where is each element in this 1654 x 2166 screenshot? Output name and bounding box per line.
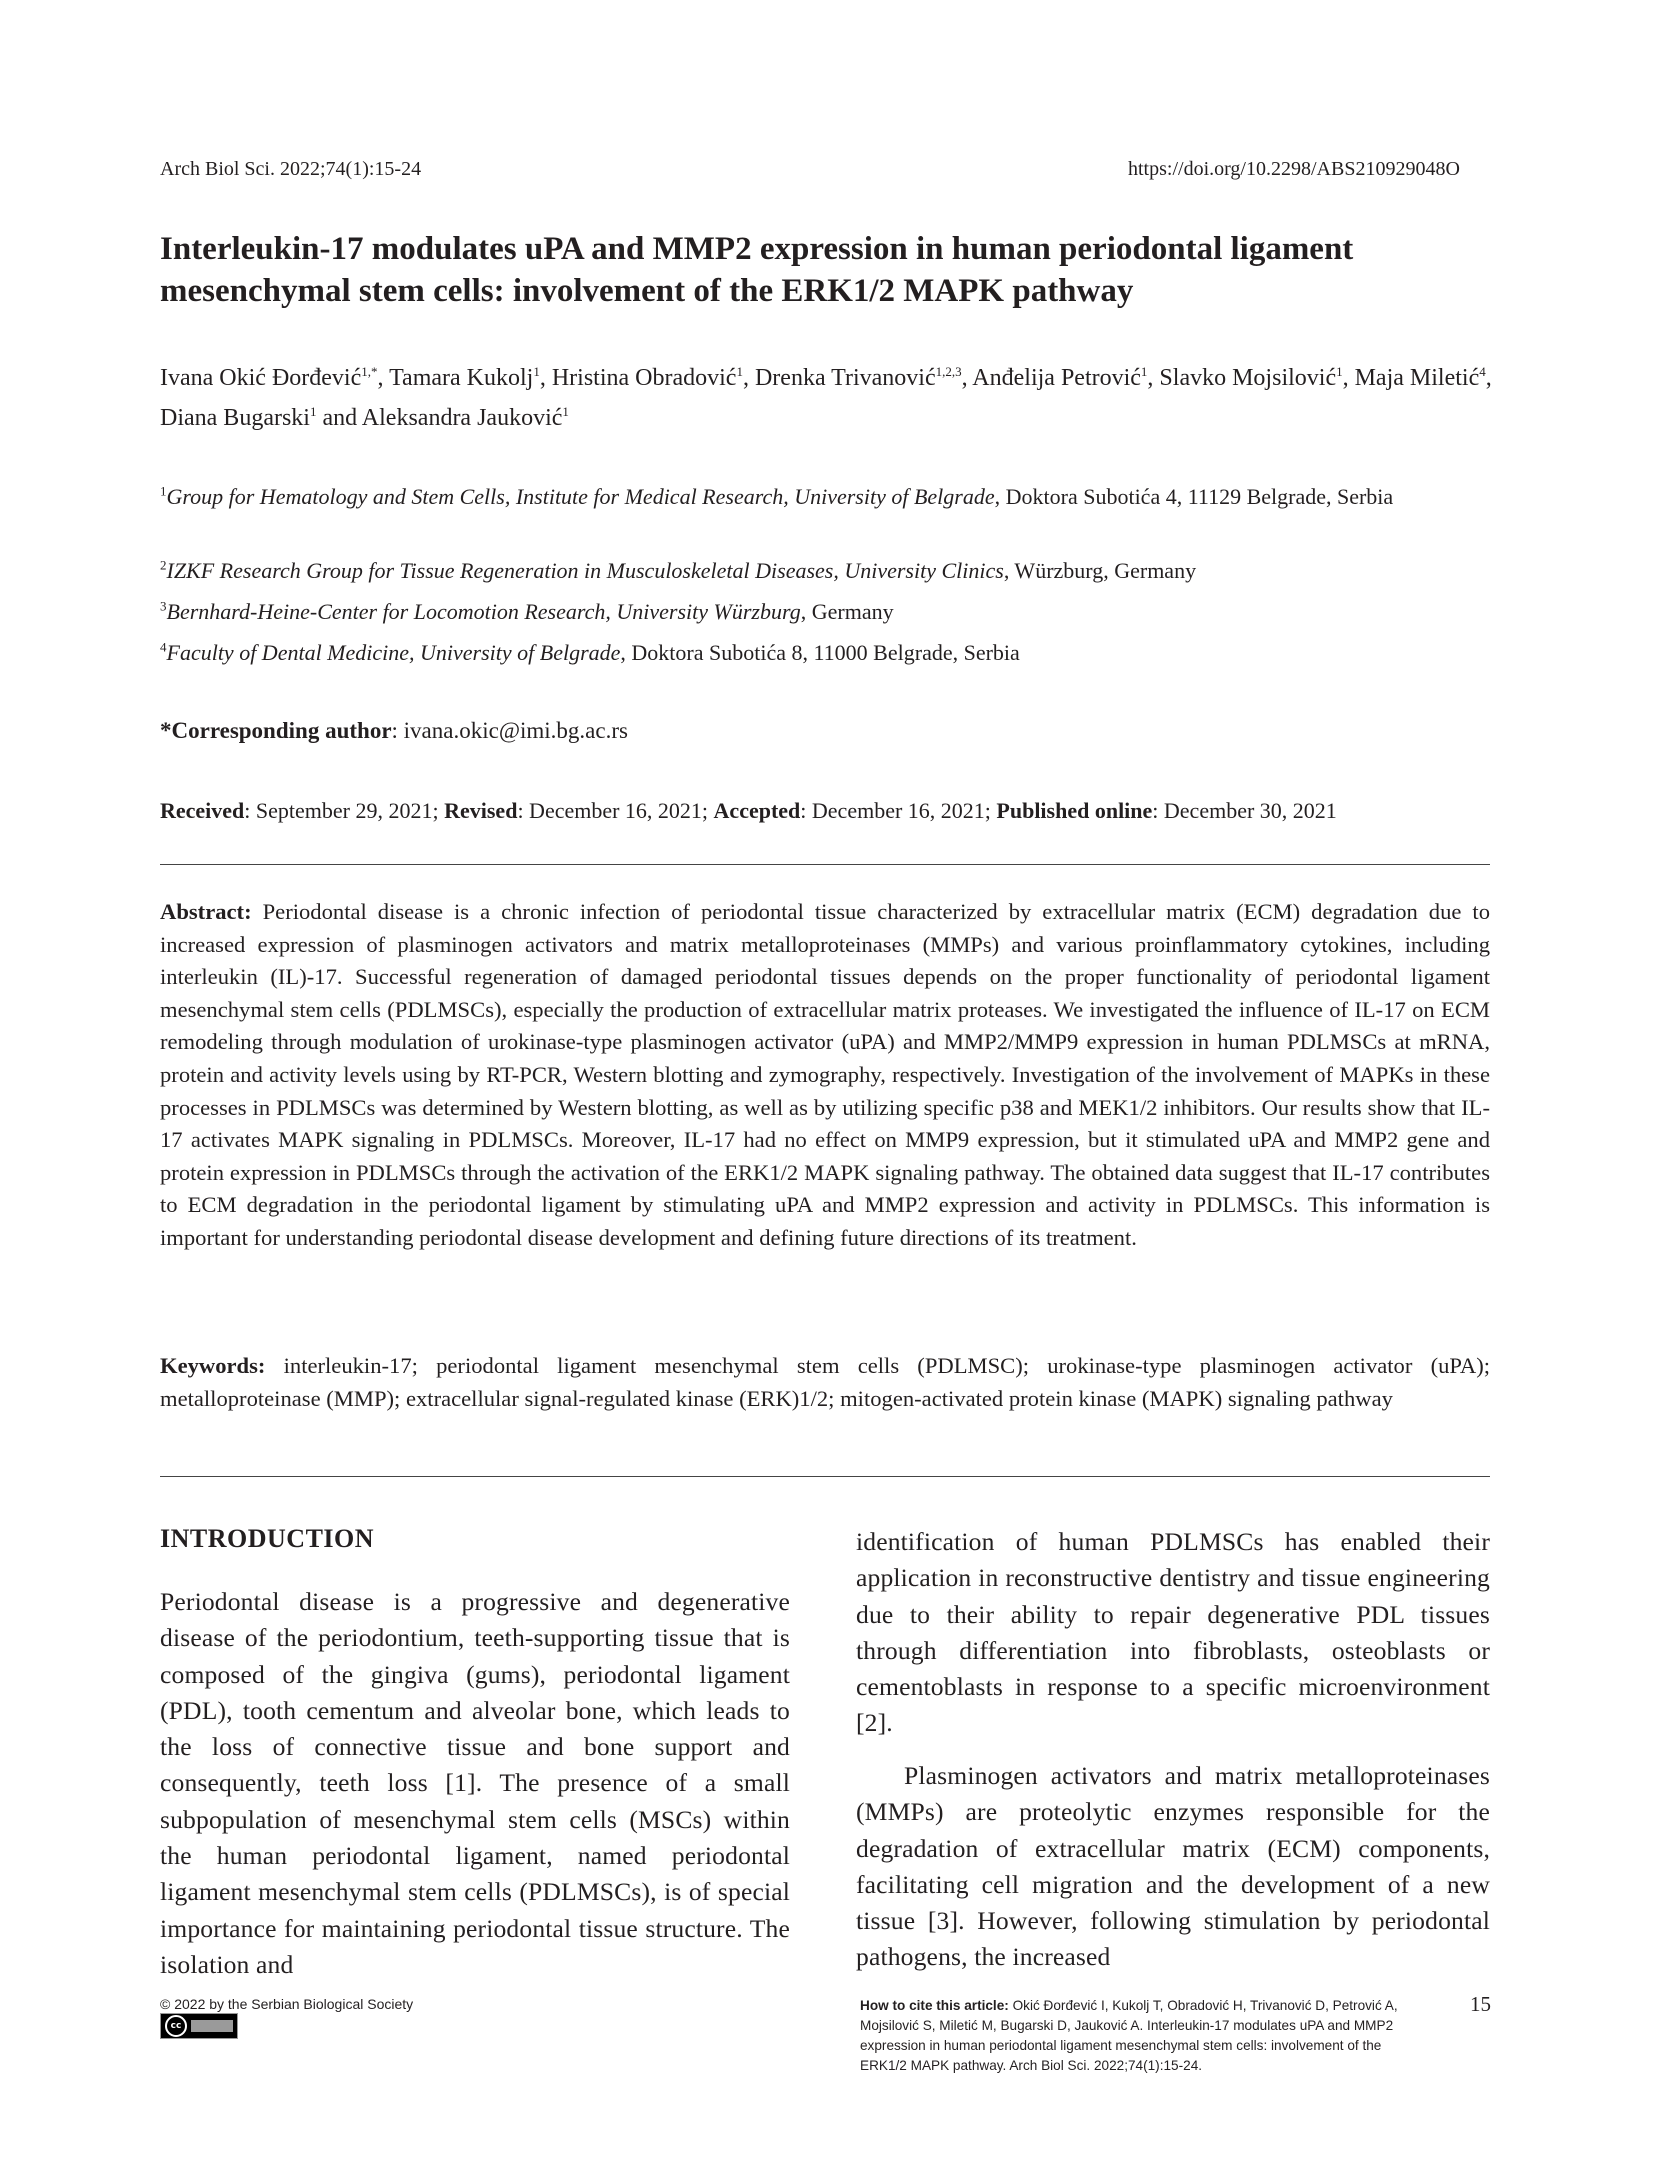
author-name: Ivana Okić Đorđević <box>160 365 362 391</box>
published-date: : December 30, 2021 <box>1152 798 1337 823</box>
author-affiliation-mark: 1 <box>562 404 569 419</box>
abstract <box>160 896 1490 1255</box>
accepted-date: : December 16, 2021; <box>800 798 997 823</box>
corresponding-author-label: *Corresponding author <box>160 718 392 743</box>
affiliation-2 <box>160 556 1500 586</box>
corresponding-author <box>160 718 628 744</box>
affiliation-number: 1 <box>160 483 167 499</box>
affiliation-number: 4 <box>160 639 167 655</box>
author-name: , Slavko Mojsilović <box>1147 365 1337 391</box>
published-label: Published online <box>996 798 1153 823</box>
affiliation-address: , Doktora Subotića 4, 11129 Belgrade, Serbia <box>994 484 1394 509</box>
divider-bottom <box>160 1476 1490 1477</box>
abstract-label: Abstract: <box>160 899 252 924</box>
revised-label: Revised <box>444 798 518 823</box>
author-affiliation-mark: 1,* <box>361 364 378 379</box>
author-affiliation-mark: 1,2,3 <box>935 364 962 379</box>
author-name: , Hristina Obradović <box>539 365 737 391</box>
affiliation-number: 2 <box>160 557 167 573</box>
keywords <box>160 1350 1490 1415</box>
page-number: 15 <box>1470 1992 1491 2016</box>
affiliation-address: , Würzburg, Germany <box>1003 558 1197 583</box>
author-affiliation-mark: 1 <box>533 364 540 379</box>
author-name: , Maja Miletić <box>1342 365 1480 391</box>
received-label: Received <box>160 798 245 823</box>
publication-dates <box>160 798 1500 824</box>
affiliation-institution: Faculty of Dental Medicine, University of Belgrade <box>166 640 621 665</box>
abstract-text: Periodontal disease is a chronic infection of periodontal tissue characterized by extracellular matrix (ECM) degradation due to increased expression of plasminogen activators and matrix metalloproteinases (MMPs) and various proinflammatory cytokines, including interleukin (IL)-17. Successful regeneration of damaged periodontal tissues depends on the proper functionality of periodontal ligament mesenchymal stem cells (PDLMSCs), especially the production of extracellular matrix proteases. We investigated the influence of IL-17 on ECM remodeling through modulation of urokinase-type plasminogen activator (uPA) and MMP2/MMP9 expression in human PDLMSCs at mRNA, protein and activity levels using by RT-PCR, Western blotting and zymography, respectively. Investigation of the involvement of MAPKs in these processes in PDLMSCs was determined by Western blotting, as well as by utilizing specific p38 and MEK1/2 inhibitors. Our results show that IL-17 activates MAPK signaling in PDLMSCs. Moreover, IL-17 had no effect on MMP9 expression, but it stimulated uPA and MMP2 gene and protein expression in PDLMSCs through the activation of the ERK1/2 MAPK signaling pathway. The obtained data suggest that IL-17 contributes to ECM degradation in the periodontal ligament by stimulating uPA and MMP2 expression and activity in PDLMSCs. This information is important for understanding periodontal disease development and defining future directions of its treatment. <box>160 899 1490 1250</box>
affiliation-institution: IZKF Research Group for Tissue Regeneration in Musculoskeletal Diseases, University Clinics <box>166 558 1004 583</box>
author-name: , Anđelija Petrović <box>961 365 1141 391</box>
author-affiliation-mark: 1 <box>1140 364 1148 379</box>
affiliation-number: 3 <box>160 598 167 614</box>
author-name: , Diana Bugarski <box>160 365 1492 431</box>
keywords-text: interleukin-17; periodontal ligament mesenchymal stem cells (PDLMSC); urokinase-type plasminogen activator (uPA); metalloproteinase (MMP); extracellular signal-regulated kinase (ERK)1/2; mitogen-activated protein kinase (MAPK) signaling pathway <box>160 1353 1490 1411</box>
affiliation-institution: Bernhard-Heine-Center for Locomotion Research, University Würzburg <box>166 599 801 624</box>
section-heading-introduction: INTRODUCTION <box>160 1524 375 1553</box>
affiliation-4 <box>160 638 1500 668</box>
intro-paragraph-right-1: identification of human PDLMSCs has enabled their application in reconstructive dentistry and tissue engineering due to their ability to repair degenerative PDL tissues through differentiation into fibroblasts, osteoblasts or cementoblasts in response to a specific microenvironment [2]. <box>856 1527 1490 1738</box>
corresponding-author-email[interactable]: : ivana.okic@imi.bg.ac.rs <box>391 718 628 743</box>
journal-citation-header: Arch Biol Sci. 2022;74(1):15-24 <box>160 158 422 180</box>
author-name: , Drenka Trivanović <box>742 365 936 391</box>
intro-paragraph-left: Periodontal disease is a progressive and degenerative disease of the periodontium, teeth-supporting tissue that is composed of the gingiva (gums), periodontal ligament (PDL), tooth cementum and alveolar bone, which leads to the loss of connective tissue and bone support and consequently, teeth loss [1]. The presence of a small subpopulation of mesenchymal stem cells (MSCs) within the human periodontal ligament, named periodontal ligament mesenchymal stem cells (PDLMSCs), is of special importance for maintaining periodontal tissue structure. The isolation and <box>160 1587 790 1979</box>
affiliation-1 <box>160 482 1500 512</box>
cc-terms-icon <box>191 2020 233 2032</box>
affiliation-address: , Germany <box>800 599 894 624</box>
accepted-label: Accepted <box>713 798 801 823</box>
divider-top <box>160 864 1490 865</box>
author-affiliation-mark: 1 <box>1336 364 1343 379</box>
affiliation-institution: Group for Hematology and Stem Cells, Institute for Medical Research, University of Belgrade <box>166 484 995 509</box>
author-affiliation-mark: 1 <box>736 364 743 379</box>
how-to-cite-label: How to cite this article: <box>860 1998 1009 2013</box>
revised-date: : December 16, 2021; <box>517 798 714 823</box>
doi-link[interactable]: https://doi.org/10.2298/ABS210929048O <box>1128 158 1460 180</box>
author-affiliation-mark: 1 <box>309 404 317 419</box>
intro-paragraph-right-2: Plasminogen activators and matrix metalloproteinases (MMPs) are proteolytic enzymes responsible for the degradation of extracellular matrix (ECM) components, facilitating cell migration and the development of a new tissue [3]. However, following stimulation by periodontal pathogens, the increased <box>856 1761 1490 1972</box>
keywords-label: Keywords: <box>160 1353 266 1378</box>
how-to-cite-text: Okić Đorđević I, Kukolj T, Obradović H, Trivanović D, Petrović A, Mojsilović S, Miletić M, Bugarski D, Jauković A. Interleukin-17 modulates uPA and MMP2 expression in human periodontal ligament mesenchymal stem cells: involvement of the ERK1/2 MAPK pathway. Arch Biol Sci. 2022;74(1):15-24. <box>860 1998 1398 2073</box>
affiliation-3 <box>160 597 1500 627</box>
how-to-cite <box>860 1996 1420 2076</box>
copyright-notice: © 2022 by the Serbian Biological Society <box>160 1996 414 2012</box>
cc-logo-icon: cc <box>165 2015 187 2037</box>
paper-title: Interleukin-17 modulates uPA and MMP2 expression in human periodontal ligament mesenchymal stem cells: involvement of the ERK1/2 MAPK pathway <box>160 231 1354 309</box>
author-list <box>160 358 1500 438</box>
author-name: , Tamara Kukolj <box>377 365 534 391</box>
cc-license-badge-icon[interactable] <box>160 2013 238 2039</box>
author-name: and Aleksandra Jauković <box>316 405 563 431</box>
author-affiliation-mark: 4 <box>1479 364 1486 379</box>
affiliation-address: , Doktora Subotića 8, 11000 Belgrade, Serbia <box>620 640 1020 665</box>
received-date: : September 29, 2021; <box>244 798 445 823</box>
